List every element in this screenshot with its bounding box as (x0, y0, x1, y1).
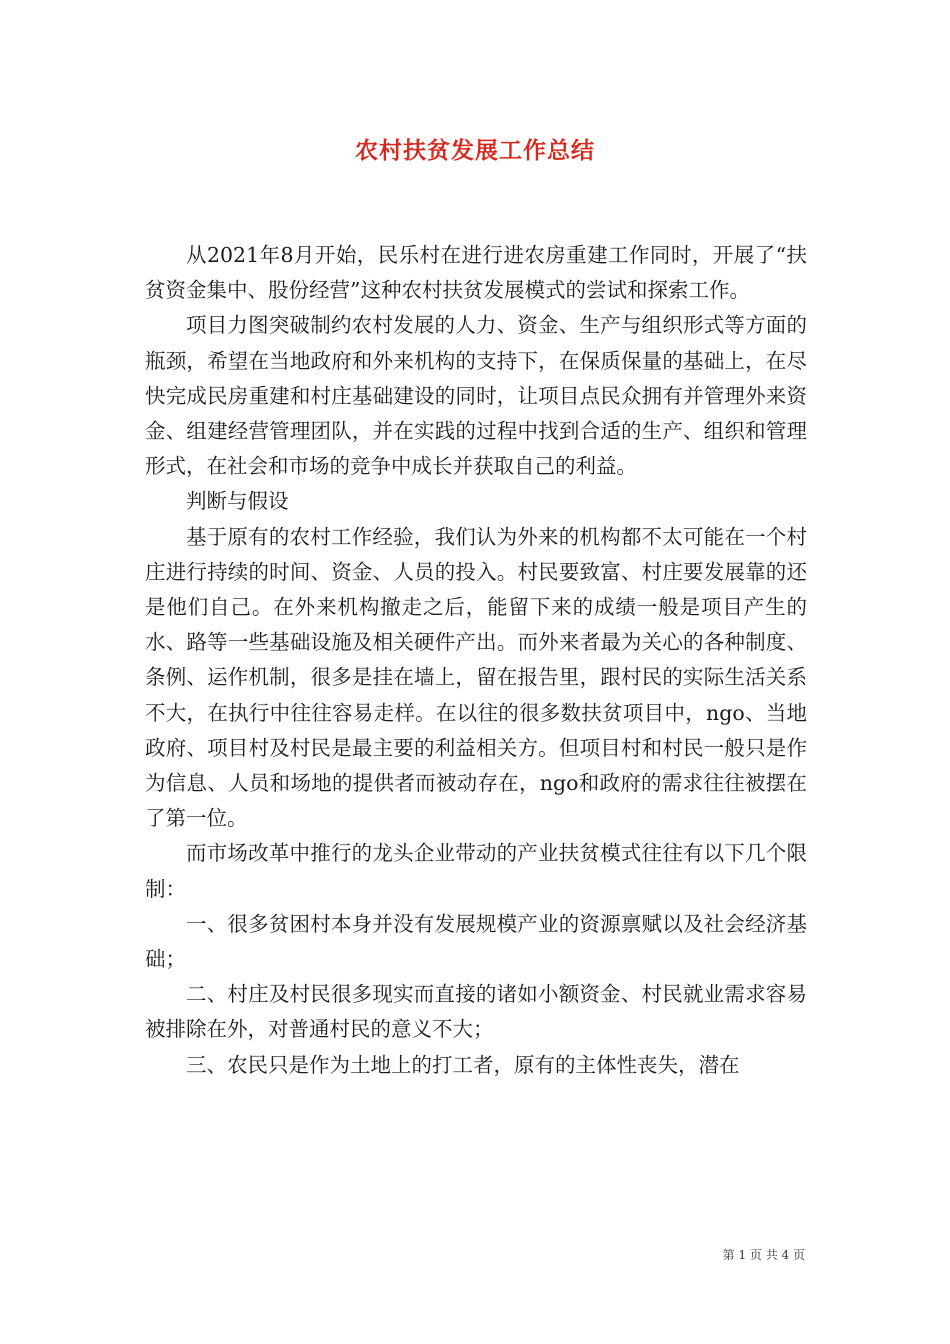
document-title: 农村扶贫发展工作总结 (355, 137, 595, 164)
list-item-3: 三、农民只是作为土地上的打工者，原有的主体性丧失，潜在 (186, 1052, 740, 1077)
paragraph-4: 而市场改革中推行的龙头企业带动的产业扶贫模式往往有以下几个限制： (145, 841, 807, 901)
paragraph-3: 基于原有的农村工作经验，我们认为外来的机构都不太可能在一个村庄进行持续的时间、资金、人员的投入。村民要致富、村庄要发展靠的还是他们自己。在外来机构撤走之后，能留下来的成绩一般是项目产生的水、路等一些基础设施及相关硬件产出。而外来者最为关心的各种制度、条例、运作机制，很多是挂在墙上，留在报告里，跟村民的实际生活关系不大，在执行中往往容易走样。在以往的很多数扶贫项目中，ngo、当地政府、项目村及村民是最主要的利益相关方。但项目村和村民一般只是作为信息、人员和场地的提供者而被动存在，ngo和政府的需求往往被摆在了第一位。 (145, 524, 807, 831)
document-body (145, 238, 807, 1083)
paragraph-2: 项目力图突破制约农村发展的人力、资金、生产与组织形式等方面的瓶颈，希望在当地政府和外来机构的支持下，在保质保量的基础上，在尽快完成民房重建和村庄基础建设的同时，让项目点民众拥有并管理外来资金、组建经营管理团队，并在实践的过程中找到合适的生产、组织和管理形式，在社会和市场的竞争中成长并获取自己的利益。 (145, 313, 807, 479)
list-item-2: 二、村庄及村民很多现实而直接的诸如小额资金、村民就业需求容易被排除在外，对普通村民的意义不大； (145, 982, 807, 1042)
paragraph-1: 从2021年8月开始，民乐村在进行进农房重建工作同时，开展了“扶贫资金集中、股份经营”这种农村扶贫发展模式的尝试和探索工作。 (145, 243, 807, 303)
section-heading: 判断与假设 (186, 489, 289, 514)
page-number-footer: 第 1 页 共 4 页 (722, 1248, 805, 1262)
list-item-1: 一、很多贫困村本身并没有发展规模产业的资源禀赋以及社会经济基础； (145, 911, 807, 972)
